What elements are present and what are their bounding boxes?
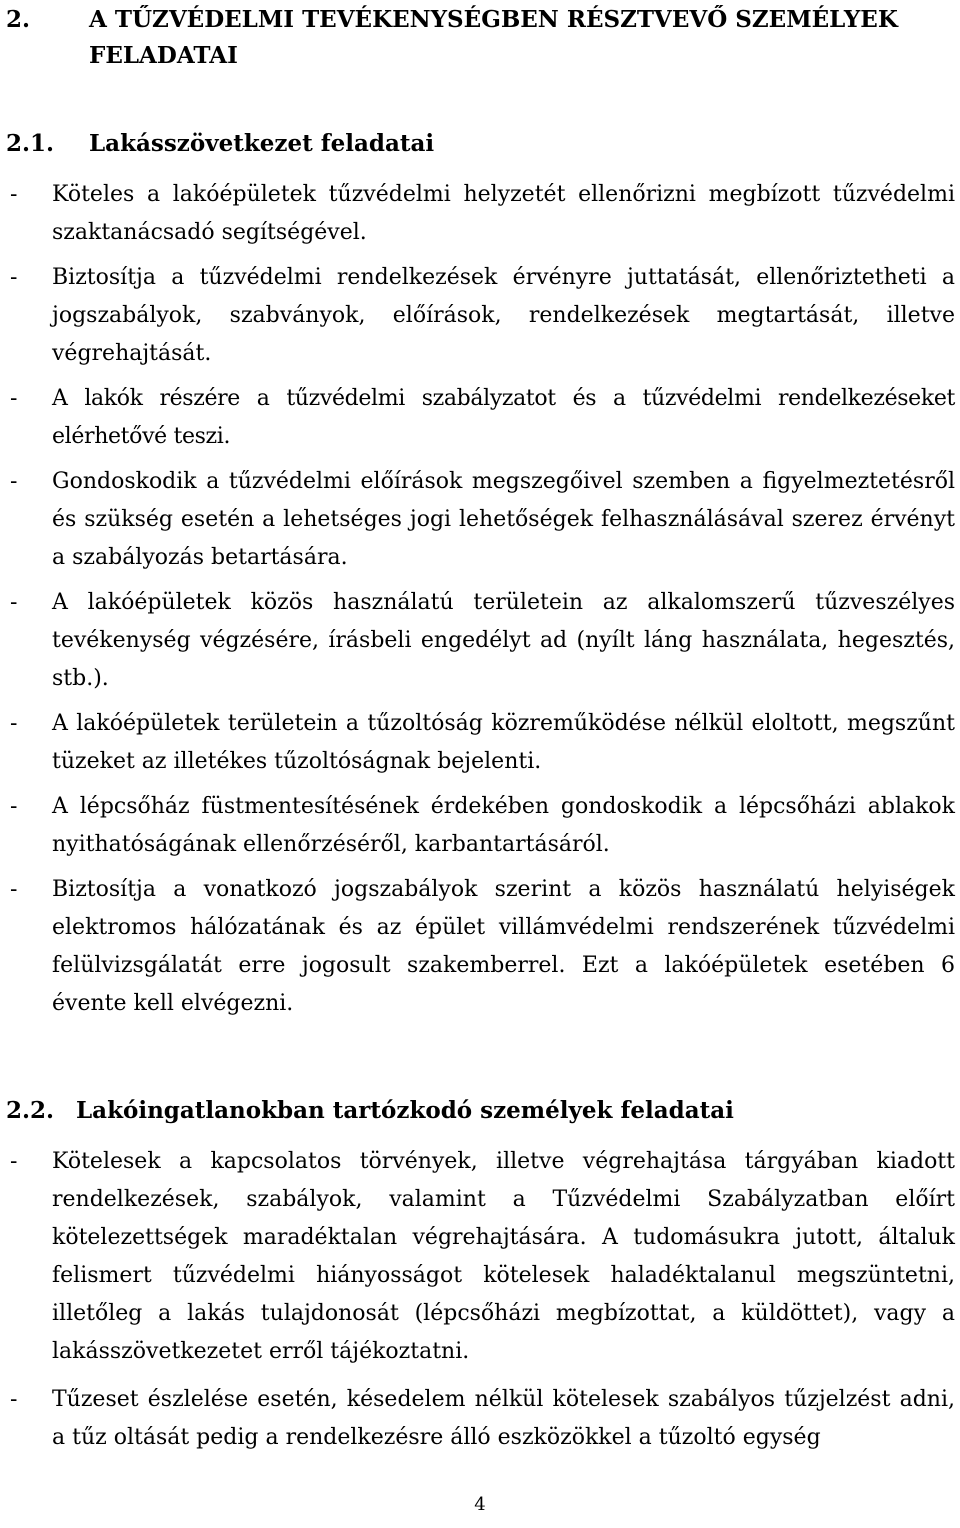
list-item-text: Köteles a lakóépületek tűzvédelmi helyzetét ellenőrizni megbízott tűzvédelmi szaktanácsadó segítségével. [52, 182, 955, 245]
list-item-text: Biztosítja a vonatkozó jogszabályok szerint a közös használatú helyiségek elektromos hálózatának és az épület villámvédelmi rendszerének tűzvédelmi felülvizsgálatát erre jogosult szakemberrel. Ezt a lakóépületek esetében 6 évente kell elvégezni. [52, 877, 955, 1016]
list-item-text: A lakók részére a tűzvédelmi szabályzatot és a tűzvédelmi rendelkezéseket elérhetővé teszi. [52, 386, 955, 449]
list-bullet: - [10, 590, 18, 615]
subsection-title: Lakóingatlanokban tartózkodó személyek feladatai [76, 1097, 734, 1124]
list-bullet: - [10, 794, 18, 819]
list-bullet: - [10, 877, 18, 902]
list-item [0, 1143, 960, 1371]
list-item-text: Gondoskodik a tűzvédelmi előírások megszegőivel szemben a figyelmeztetésről és szükség esetén a lehetséges jogi lehetőségek felhasználásával szerez érvényt a szabályozás betartására. [52, 469, 955, 570]
list-bullet: - [10, 469, 18, 494]
subsection-number: 2.1. [6, 130, 55, 157]
list-item-text: Biztosítja a tűzvédelmi rendelkezések érvényre juttatását, ellenőriztetheti a jogszabályok, szabványok, előírások, rendelkezések megtartását, illetve végrehajtását. [52, 265, 955, 366]
list-item-text: Tűzeset észlelése esetén, késedelem nélkül kötelesek szabályos tűzjelzést adni, a tűz oltását pedig a rendelkezésre álló eszközökkel a tűzoltó egység [52, 1387, 955, 1450]
subsection-number: 2.2. [6, 1097, 55, 1124]
list-item [0, 463, 960, 577]
list-item [0, 380, 960, 456]
list-bullet: - [10, 386, 18, 411]
section-title: A TŰZVÉDELMI TEVÉKENYSÉGBEN RÉSZTVEVŐ SZEMÉLYEK FELADATAI [89, 6, 898, 69]
list-item [0, 705, 960, 781]
list-item [0, 584, 960, 698]
list-bullet: - [10, 1149, 18, 1174]
list-bullet: - [10, 1387, 18, 1412]
list-item-text: A lépcsőház füstmentesítésének érdekében gondoskodik a lépcsőházi ablakok nyithatóságának ellenőrzéséről, karbantartásáról. [52, 794, 955, 857]
list-item [0, 176, 960, 252]
duty-list-residents [0, 1143, 960, 1467]
list-bullet: - [10, 265, 18, 290]
duty-list-housing-cooperative [0, 176, 960, 1030]
list-item-text: A lakóépületek területein a tűzoltóság közreműködése nélkül eloltott, megszűnt tüzeket az illetékes tűzoltóságnak bejelenti. [52, 711, 955, 774]
list-item [0, 259, 960, 373]
subsection-title: Lakásszövetkezet feladatai [89, 130, 435, 157]
page-number: 4 [474, 1494, 486, 1515]
list-item-text: A lakóépületek közös használatú területein az alkalomszerű tűzveszélyes tevékenység végzésére, írásbeli engedélyt ad (nyílt láng használata, hegesztés, stb.). [52, 590, 955, 691]
list-item [0, 871, 960, 1023]
list-bullet: - [10, 182, 18, 207]
list-item [0, 1381, 960, 1457]
list-item-text: Kötelesek a kapcsolatos törvények, illetve végrehajtása tárgyában kiadott rendelkezések, szabályok, valamint a Tűzvédelmi Szabályzatban előírt kötelezettségek maradéktalan végrehajtására. A tudomásukra jutott, általuk felismert tűzvédelmi hiányosságot kötelesek haladéktalanul megszüntetni, illetőleg a lakás tulajdonosát (lépcsőházi megbízottat, a küldöttet), vagy a lakásszövetkezetet erről tájékoztatni. [52, 1149, 955, 1364]
list-item [0, 788, 960, 864]
list-bullet: - [10, 711, 18, 736]
section-number: 2. [6, 6, 31, 33]
